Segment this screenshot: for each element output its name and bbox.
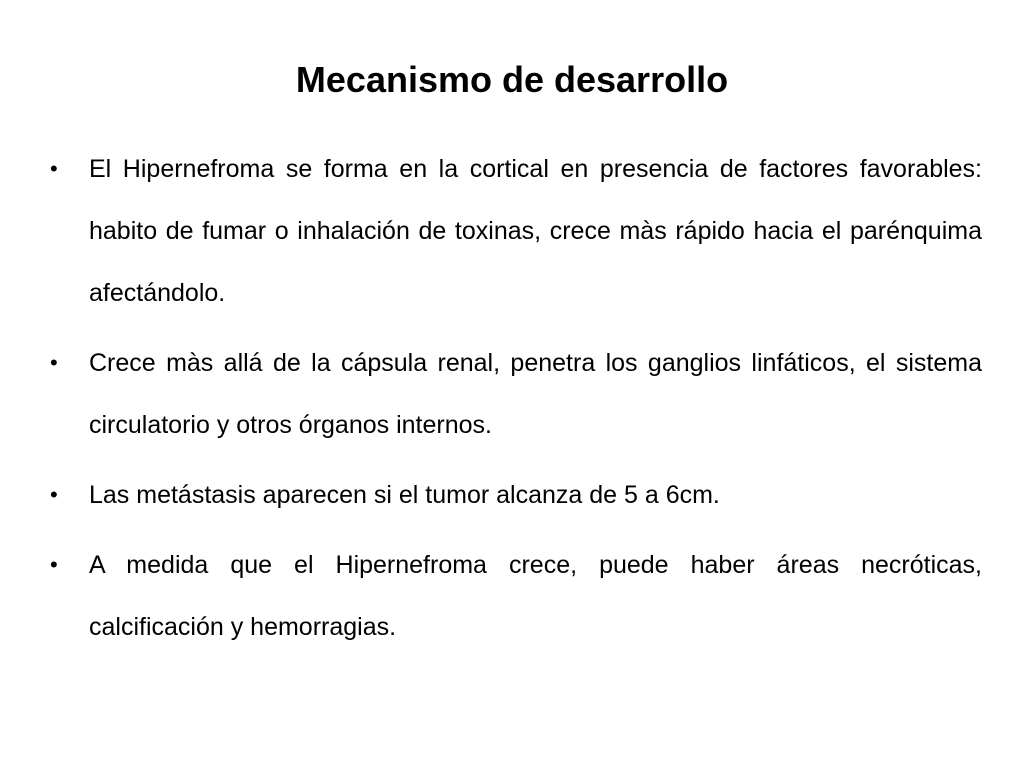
bullet-icon: •	[50, 482, 58, 507]
bullet-item	[48, 332, 982, 456]
bullet-item	[48, 464, 982, 526]
bullet-text: El Hipernefroma se forma en la cortical en presencia de factores favorables: habito de fumar o inhalación de toxinas, crece màs rápido hacia el parénquima afectándolo.	[89, 155, 982, 307]
bullet-item	[48, 534, 982, 658]
bullet-text: Crece màs allá de la cápsula renal, penetra los ganglios linfáticos, el sistema circulatorio y otros órganos internos.	[89, 349, 982, 439]
bullet-text: Las metástasis aparecen si el tumor alcanza de 5 a 6cm.	[89, 481, 720, 509]
bullet-list	[48, 138, 982, 666]
slide-title: Mecanismo de desarrollo	[295, 59, 729, 100]
bullet-icon: •	[50, 552, 58, 577]
bullet-icon: •	[50, 156, 58, 181]
bullet-item	[48, 138, 982, 324]
bullet-text: A medida que el Hipernefroma crece, puede haber áreas necróticas, calcificación y hemorragias.	[89, 551, 982, 641]
bullet-icon: •	[50, 350, 58, 375]
